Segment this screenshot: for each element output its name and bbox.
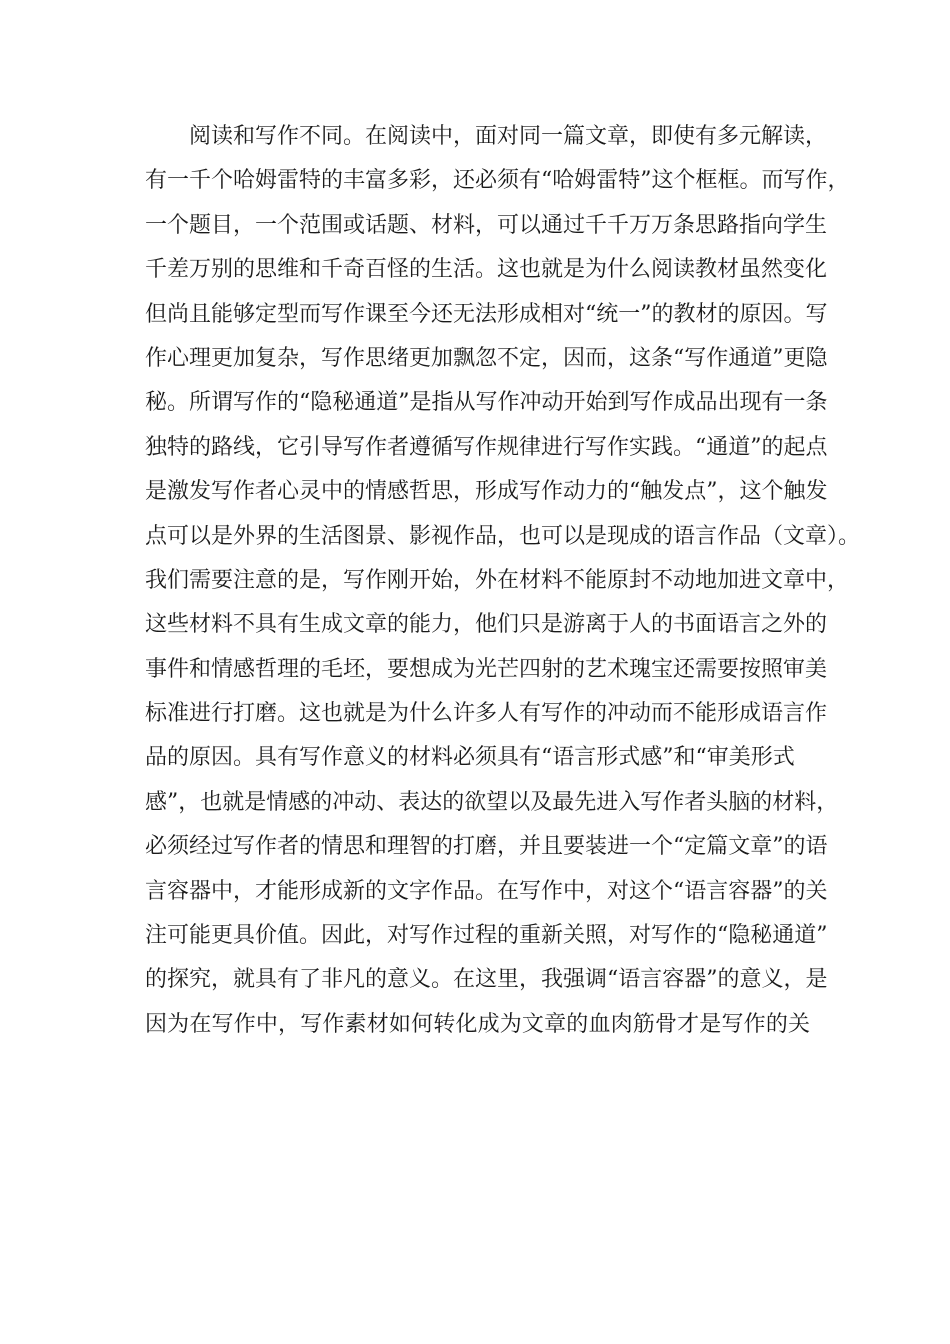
text-line: 秘。所谓写作的“隐秘通道”是指从写作冲动开始到写作成品出现有一条 bbox=[145, 390, 828, 416]
text-line: 独特的路线，它引导写作者遵循写作规律进行写作实践。“通道”的起点 bbox=[145, 434, 828, 460]
text-line: 注可能更具价值。因此，对写作过程的重新关照，对写作的“隐秘通道” bbox=[145, 923, 828, 949]
text-line: 点可以是外界的生活图景、影视作品，也可以是现成的语言作品（文章）。 bbox=[145, 523, 861, 549]
text-line: 有一千个哈姆雷特的丰富多彩，还必须有“哈姆雷特”这个框框。而写作， bbox=[145, 168, 850, 194]
text-line: 的探究，就具有了非凡的意义。在这里，我强调“语言容器”的意义，是 bbox=[145, 967, 828, 993]
text-line: 千差万别的思维和千奇百怪的生活。这也就是为什么阅读教材虽然变化 bbox=[145, 257, 828, 283]
text-line: 标准进行打磨。这也就是为什么许多人有写作的冲动而不能形成语言作 bbox=[145, 701, 828, 727]
body-paragraph bbox=[145, 115, 861, 1047]
text-line: 必须经过写作者的情思和理智的打磨，并且要装进一个“定篇文章”的语 bbox=[145, 834, 828, 860]
text-line: 阅读和写作不同。在阅读中，面对同一篇文章，即使有多元解读， bbox=[189, 124, 828, 149]
text-line: 这些材料不具有生成文章的能力，他们只是游离于人的书面语言之外的 bbox=[145, 612, 828, 638]
text-line: 一个题目，一个范围或话题、材料，可以通过千千万万条思路指向学生 bbox=[145, 212, 828, 238]
text-line: 因为在写作中，写作素材如何转化成为文章的血肉筋骨才是写作的关 bbox=[145, 1011, 810, 1037]
text-line: 是激发写作者心灵中的情感哲思，形成写作动力的“触发点”，这个触发 bbox=[145, 479, 828, 505]
text-line: 事件和情感哲理的毛坯，要想成为光芒四射的艺术瑰宝还需要按照审美 bbox=[145, 656, 828, 682]
text-line: 言容器中，才能形成新的文字作品。在写作中，对这个“语言容器”的关 bbox=[145, 878, 828, 904]
text-line: 我们需要注意的是，写作刚开始，外在材料不能原封不动地加进文章中， bbox=[145, 567, 850, 593]
text-line: 但尚且能够定型而写作课至今还无法形成相对“统一”的教材的原因。写 bbox=[145, 301, 828, 327]
text-line: 品的原因。具有写作意义的材料必须具有“语言形式感”和“审美形式 bbox=[145, 745, 795, 771]
text-line: 感”，也就是情感的冲动、表达的欲望以及最先进入写作者头脑的材料， bbox=[145, 789, 839, 815]
text-line: 作心理更加复杂，写作思绪更加飘忽不定，因而，这条“写作通道”更隐 bbox=[145, 345, 828, 371]
